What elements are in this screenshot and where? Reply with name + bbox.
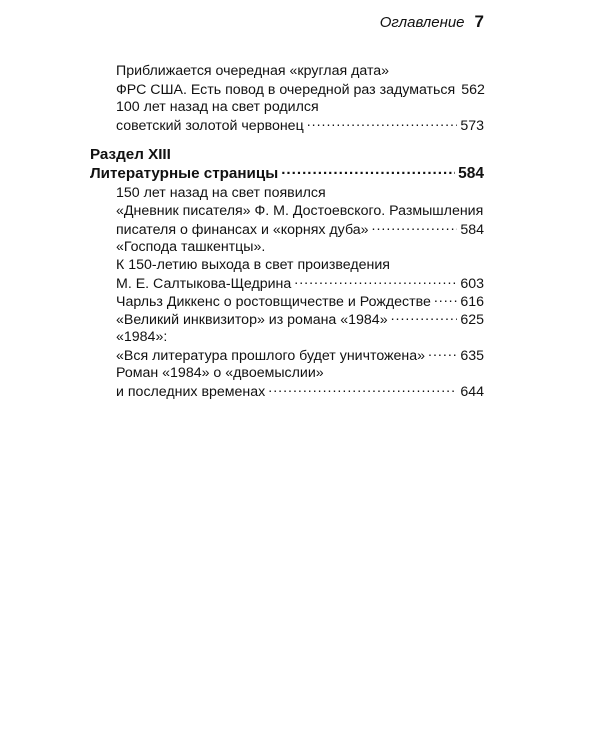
toc-entry-line: «Дневник писателя» Ф. М. Достоевского. Размышления <box>116 203 484 219</box>
toc-entry-page: 562 <box>461 82 485 99</box>
toc-entry-line: «Великий инквизитор» из романа «1984» <box>116 312 388 329</box>
toc-entry-line: советский золотой червонец <box>116 118 304 135</box>
toc-entry-page: 616 <box>460 294 484 311</box>
leader-dots <box>372 220 458 234</box>
toc-entry-page: 625 <box>460 312 484 329</box>
toc-entry-line: ФРС США. Есть повод в очередной раз задуматься <box>116 82 456 99</box>
toc-entry-page: 603 <box>460 276 484 293</box>
leader-dots <box>434 292 457 306</box>
toc-entry-line: «1984»: <box>116 329 168 345</box>
toc-entry-line: М. Е. Салтыкова-Щедрина <box>116 276 292 293</box>
toc-entry-line: Чарльз Диккенс о ростовщичестве и Рождестве <box>116 294 431 311</box>
section-label: Раздел XIII <box>90 146 171 163</box>
section-page: 584 <box>458 165 484 183</box>
toc-entry-line: 150 лет назад на свет появился <box>116 185 326 201</box>
toc-entry-page: 635 <box>460 348 484 365</box>
section-title: Литературные страницы <box>90 165 279 183</box>
toc-entry-line: «Господа ташкентцы». <box>116 239 266 255</box>
toc-entry-line: писателя о финансах и «корнях дуба» <box>116 222 369 239</box>
toc-entry-page: 573 <box>460 118 484 135</box>
toc-entry-line: Приближается очередная «круглая дата» <box>116 63 390 79</box>
toc-entry-row[interactable] <box>116 116 484 136</box>
leader-dots <box>307 116 458 130</box>
toc-entry-line: К 150-летию выхода в свет произведения <box>116 257 390 273</box>
running-head-page-number: 7 <box>474 12 484 31</box>
leader-dots <box>294 274 457 288</box>
leader-dots <box>428 346 457 360</box>
leader-dots <box>391 310 458 324</box>
toc-entry-line: 100 лет назад на свет родился <box>116 99 319 115</box>
leader-dots <box>281 163 455 178</box>
running-head <box>380 12 484 32</box>
toc-entry-line: «Вся литература прошлого будет уничтожена» <box>116 348 426 365</box>
toc-entry-row[interactable] <box>116 382 484 402</box>
toc-entry-page: 584 <box>460 222 484 239</box>
toc-entry-line: и последних временах <box>116 384 266 401</box>
section-title-row[interactable] <box>90 163 484 184</box>
running-head-title: Оглавление <box>379 14 465 31</box>
leader-dots <box>268 382 457 396</box>
toc-entry-page: 644 <box>460 384 484 401</box>
toc-entry-line: Роман «1984» о «двоемыслии» <box>116 365 324 381</box>
toc-entry-row[interactable] <box>116 310 484 330</box>
